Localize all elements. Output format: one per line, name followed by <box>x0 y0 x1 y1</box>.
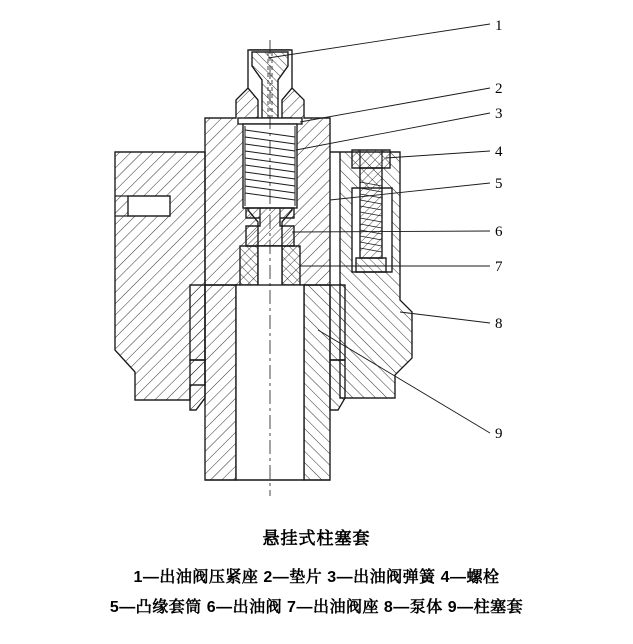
callout-numbers <box>495 18 503 442</box>
plunger-barrel-right <box>304 285 330 480</box>
legend-line-1: 1—出油阀压紧座 2—垫片 3—出油阀弹簧 4—螺栓 <box>133 569 500 586</box>
callout-8: 8 <box>495 316 503 332</box>
callout-7: 7 <box>495 259 503 275</box>
callout-3: 3 <box>495 106 503 122</box>
callout-2: 2 <box>495 81 503 97</box>
figure-title: 悬挂式柱塞套 <box>262 529 371 548</box>
callout-5: 5 <box>495 176 503 192</box>
callout-9: 9 <box>495 426 503 442</box>
callout-6: 6 <box>495 224 503 240</box>
legend-line-2: 5—凸缘套筒 6—出油阀 7—出油阀座 8—泵体 9—柱塞套 <box>109 599 524 616</box>
plunger-barrel-left <box>205 285 236 480</box>
callout-1: 1 <box>495 18 503 34</box>
figure-caption <box>0 524 633 623</box>
callout-4: 4 <box>495 144 503 160</box>
